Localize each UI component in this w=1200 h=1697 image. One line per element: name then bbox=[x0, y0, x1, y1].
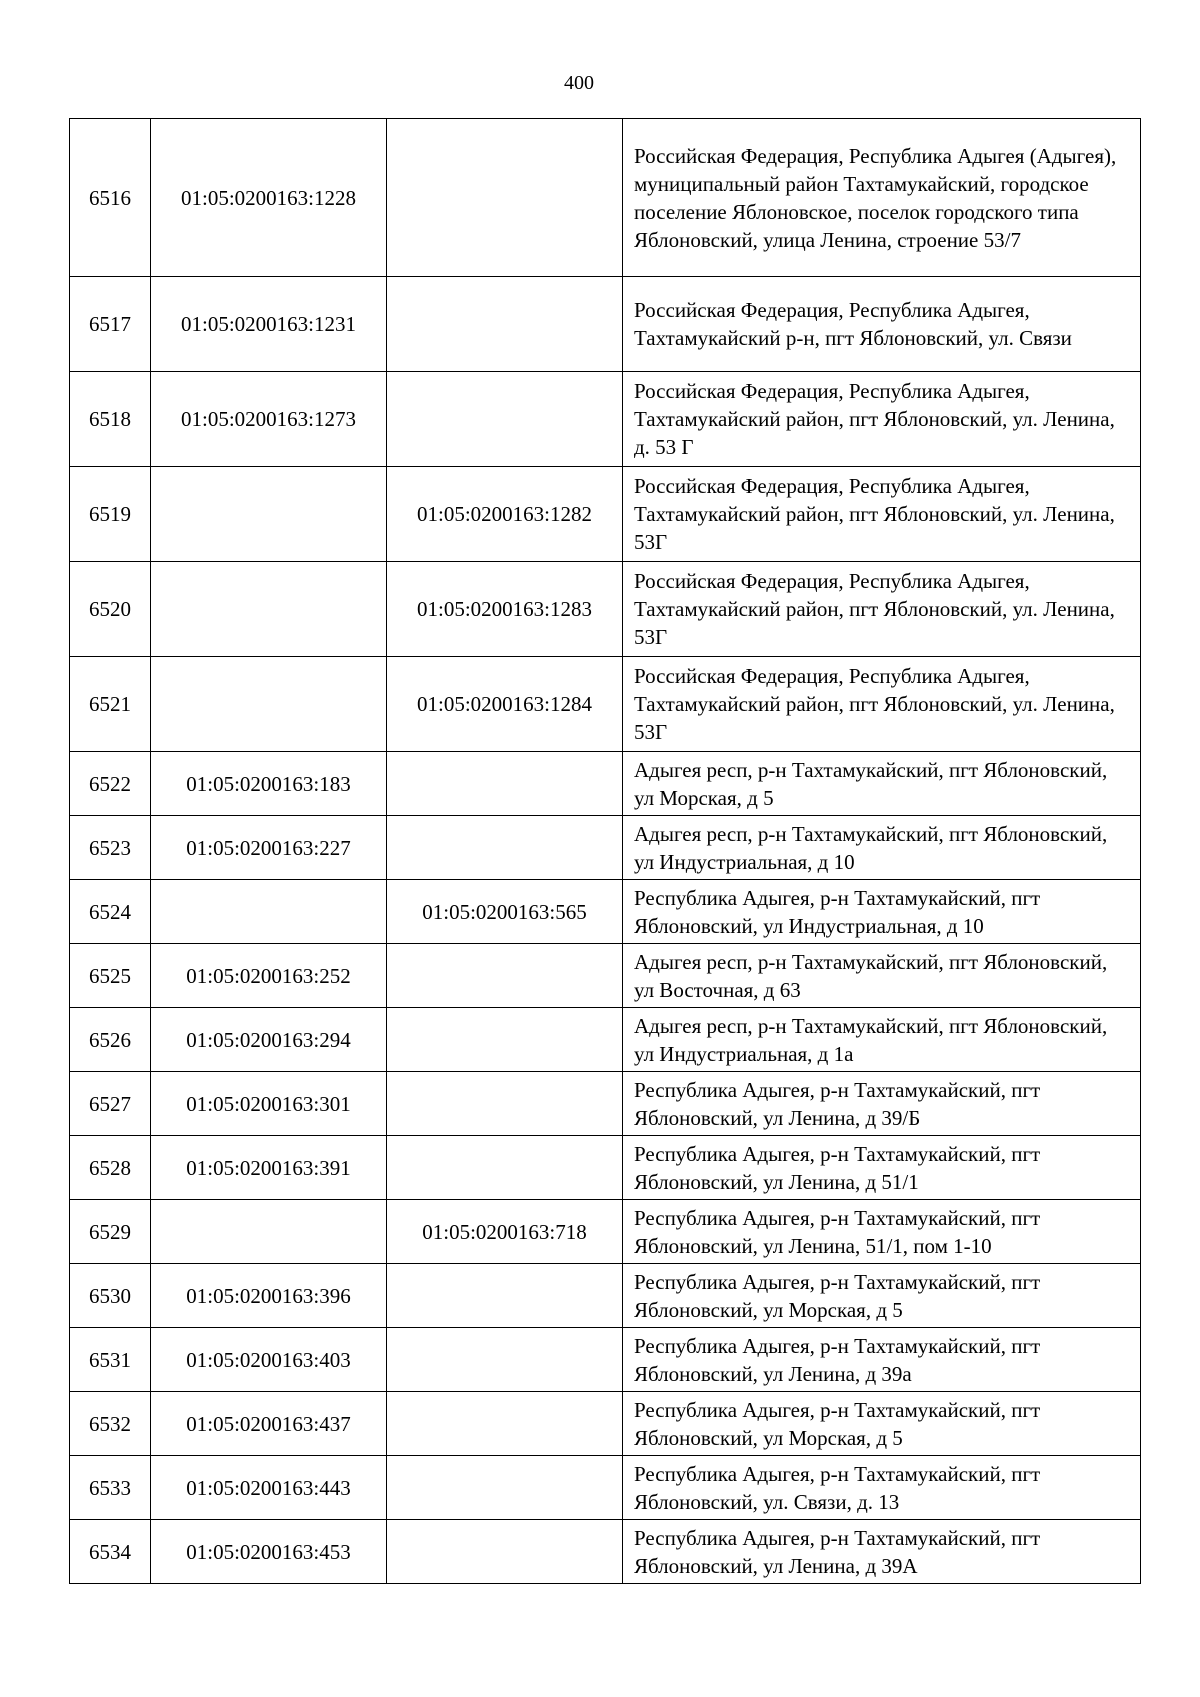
table-row bbox=[70, 1456, 1141, 1520]
linked-cadastral-number-cell bbox=[387, 1264, 623, 1328]
address-cell: Республика Адыгея, р-н Тахтамукайский, пгт Яблоновский, ул Индустриальная, д 10 bbox=[623, 880, 1141, 944]
linked-cadastral-number-cell: 01:05:0200163:718 bbox=[387, 1200, 623, 1264]
linked-cadastral-number-cell: 01:05:0200163:565 bbox=[387, 880, 623, 944]
cadastral-number-cell: 01:05:0200163:183 bbox=[151, 752, 387, 816]
cadastral-number-cell bbox=[151, 1200, 387, 1264]
row-number-cell: 6523 bbox=[70, 816, 151, 880]
table-row bbox=[70, 657, 1141, 752]
row-number-cell: 6516 bbox=[70, 119, 151, 277]
row-number-cell: 6517 bbox=[70, 277, 151, 372]
linked-cadastral-number-cell bbox=[387, 1392, 623, 1456]
cadastral-number-cell: 01:05:0200163:301 bbox=[151, 1072, 387, 1136]
cadastral-number-cell: 01:05:0200163:252 bbox=[151, 944, 387, 1008]
linked-cadastral-number-cell bbox=[387, 944, 623, 1008]
row-number-cell: 6521 bbox=[70, 657, 151, 752]
table-body bbox=[70, 119, 1141, 1584]
address-cell: Республика Адыгея, р-н Тахтамукайский, пгт Яблоновский, ул Ленина, 51/1, пом 1-10 bbox=[623, 1200, 1141, 1264]
address-cell: Адыгея респ, р-н Тахтамукайский, пгт Яблоновский, ул Восточная, д 63 bbox=[623, 944, 1141, 1008]
address-cell: Адыгея респ, р-н Тахтамукайский, пгт Яблоновский, ул Морская, д 5 bbox=[623, 752, 1141, 816]
cadastral-number-cell bbox=[151, 562, 387, 657]
cadastral-number-cell: 01:05:0200163:403 bbox=[151, 1328, 387, 1392]
linked-cadastral-number-cell bbox=[387, 816, 623, 880]
table-row bbox=[70, 1200, 1141, 1264]
table-row bbox=[70, 1392, 1141, 1456]
row-number-cell: 6522 bbox=[70, 752, 151, 816]
cadastral-number-cell: 01:05:0200163:1273 bbox=[151, 372, 387, 467]
address-cell: Российская Федерация, Республика Адыгея, Тахтамукайский район, пгт Яблоновский, ул. Ленина, 53Г bbox=[623, 657, 1141, 752]
row-number-cell: 6534 bbox=[70, 1520, 151, 1584]
row-number-cell: 6531 bbox=[70, 1328, 151, 1392]
linked-cadastral-number-cell bbox=[387, 119, 623, 277]
cadastral-number-cell: 01:05:0200163:294 bbox=[151, 1008, 387, 1072]
cadastral-number-cell bbox=[151, 880, 387, 944]
linked-cadastral-number-cell bbox=[387, 1072, 623, 1136]
address-cell: Адыгея респ, р-н Тахтамукайский, пгт Яблоновский, ул Индустриальная, д 10 bbox=[623, 816, 1141, 880]
page-number: 400 bbox=[564, 72, 594, 94]
row-number-cell: 6532 bbox=[70, 1392, 151, 1456]
address-cell: Российская Федерация, Республика Адыгея, Тахтамукайский район, пгт Яблоновский, ул. Ленина, 53Г bbox=[623, 467, 1141, 562]
table-row bbox=[70, 816, 1141, 880]
address-cell: Адыгея респ, р-н Тахтамукайский, пгт Яблоновский, ул Индустриальная, д 1а bbox=[623, 1008, 1141, 1072]
address-cell: Российская Федерация, Республика Адыгея (Адыгея), муниципальный район Тахтамукайский, городское поселение Яблоновское, поселок городского типа Яблоновский, улица Ленина, строение 53/7 bbox=[623, 119, 1141, 277]
table-row bbox=[70, 277, 1141, 372]
address-cell: Республика Адыгея, р-н Тахтамукайский, пгт Яблоновский, ул Ленина, д 39А bbox=[623, 1520, 1141, 1584]
linked-cadastral-number-cell bbox=[387, 277, 623, 372]
linked-cadastral-number-cell bbox=[387, 1520, 623, 1584]
table-row bbox=[70, 562, 1141, 657]
linked-cadastral-number-cell bbox=[387, 372, 623, 467]
address-cell: Российская Федерация, Республика Адыгея, Тахтамукайский район, пгт Яблоновский, ул. Ленина, 53Г bbox=[623, 562, 1141, 657]
row-number-cell: 6530 bbox=[70, 1264, 151, 1328]
row-number-cell: 6527 bbox=[70, 1072, 151, 1136]
address-cell: Российская Федерация, Республика Адыгея, Тахтамукайский район, пгт Яблоновский, ул. Ленина, д. 53 Г bbox=[623, 372, 1141, 467]
linked-cadastral-number-cell: 01:05:0200163:1284 bbox=[387, 657, 623, 752]
cadastral-number-cell: 01:05:0200163:227 bbox=[151, 816, 387, 880]
table-row bbox=[70, 119, 1141, 277]
table-row bbox=[70, 880, 1141, 944]
table-row bbox=[70, 944, 1141, 1008]
cadastral-number-cell bbox=[151, 467, 387, 562]
row-number-cell: 6529 bbox=[70, 1200, 151, 1264]
table-row bbox=[70, 1072, 1141, 1136]
cadastral-number-cell: 01:05:0200163:1231 bbox=[151, 277, 387, 372]
linked-cadastral-number-cell bbox=[387, 1008, 623, 1072]
address-cell: Республика Адыгея, р-н Тахтамукайский, пгт Яблоновский, ул Морская, д 5 bbox=[623, 1392, 1141, 1456]
cadastral-number-cell: 01:05:0200163:437 bbox=[151, 1392, 387, 1456]
row-number-cell: 6525 bbox=[70, 944, 151, 1008]
table-row bbox=[70, 1520, 1141, 1584]
row-number-cell: 6524 bbox=[70, 880, 151, 944]
table-row bbox=[70, 1328, 1141, 1392]
cadastral-number-cell: 01:05:0200163:391 bbox=[151, 1136, 387, 1200]
row-number-cell: 6519 bbox=[70, 467, 151, 562]
row-number-cell: 6526 bbox=[70, 1008, 151, 1072]
linked-cadastral-number-cell bbox=[387, 1456, 623, 1520]
table-row bbox=[70, 467, 1141, 562]
linked-cadastral-number-cell: 01:05:0200163:1283 bbox=[387, 562, 623, 657]
linked-cadastral-number-cell bbox=[387, 1328, 623, 1392]
cadastral-number-cell: 01:05:0200163:1228 bbox=[151, 119, 387, 277]
address-cell: Республика Адыгея, р-н Тахтамукайский, пгт Яблоновский, ул Морская, д 5 bbox=[623, 1264, 1141, 1328]
cadastral-number-cell: 01:05:0200163:443 bbox=[151, 1456, 387, 1520]
cadastral-number-cell bbox=[151, 657, 387, 752]
table-row bbox=[70, 372, 1141, 467]
row-number-cell: 6520 bbox=[70, 562, 151, 657]
table-row bbox=[70, 1264, 1141, 1328]
row-number-cell: 6528 bbox=[70, 1136, 151, 1200]
cadastral-number-cell: 01:05:0200163:396 bbox=[151, 1264, 387, 1328]
row-number-cell: 6518 bbox=[70, 372, 151, 467]
address-cell: Республика Адыгея, р-н Тахтамукайский, пгт Яблоновский, ул Ленина, д 39а bbox=[623, 1328, 1141, 1392]
cadastral-table bbox=[69, 118, 1141, 1584]
address-cell: Республика Адыгея, р-н Тахтамукайский, пгт Яблоновский, ул. Связи, д. 13 bbox=[623, 1456, 1141, 1520]
linked-cadastral-number-cell bbox=[387, 1136, 623, 1200]
table-row bbox=[70, 752, 1141, 816]
address-cell: Республика Адыгея, р-н Тахтамукайский, пгт Яблоновский, ул Ленина, д 39/Б bbox=[623, 1072, 1141, 1136]
table-row bbox=[70, 1136, 1141, 1200]
address-cell: Республика Адыгея, р-н Тахтамукайский, пгт Яблоновский, ул Ленина, д 51/1 bbox=[623, 1136, 1141, 1200]
table-row bbox=[70, 1008, 1141, 1072]
row-number-cell: 6533 bbox=[70, 1456, 151, 1520]
cadastral-number-cell: 01:05:0200163:453 bbox=[151, 1520, 387, 1584]
linked-cadastral-number-cell: 01:05:0200163:1282 bbox=[387, 467, 623, 562]
linked-cadastral-number-cell bbox=[387, 752, 623, 816]
address-cell: Российская Федерация, Республика Адыгея, Тахтамукайский р-н, пгт Яблоновский, ул. Связи bbox=[623, 277, 1141, 372]
